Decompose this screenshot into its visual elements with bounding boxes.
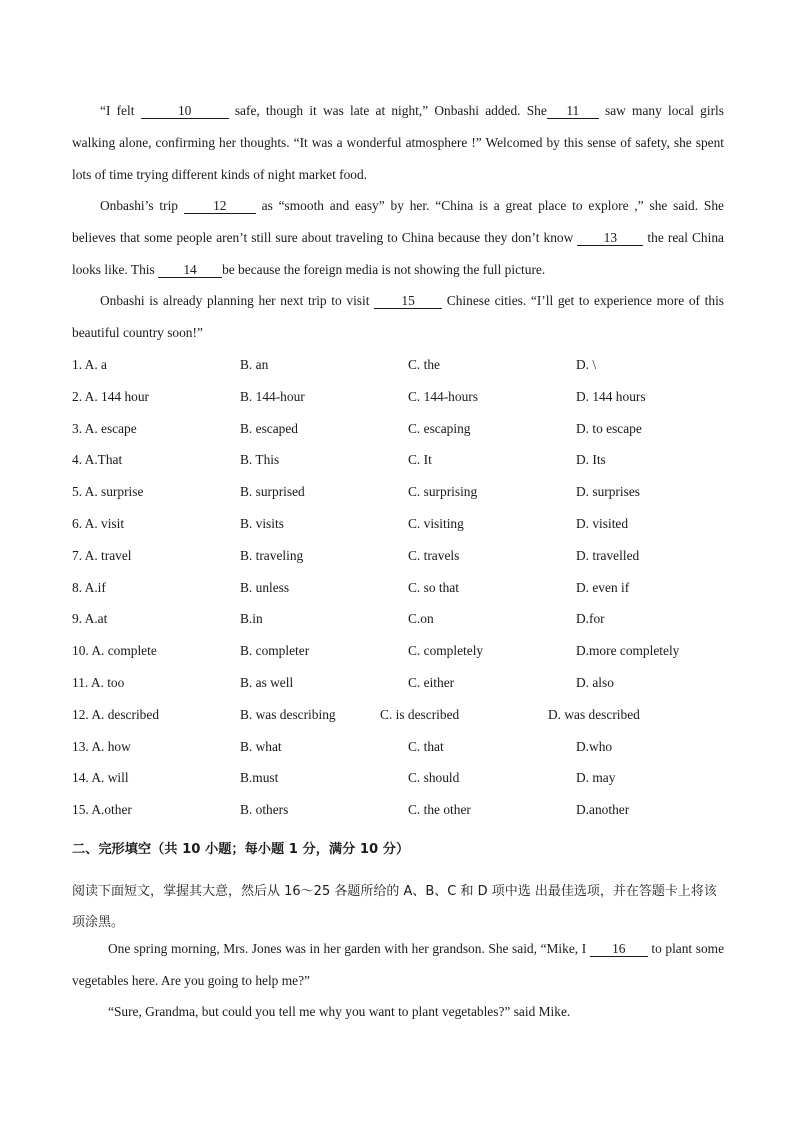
option-b: B.in <box>240 611 263 626</box>
option-d: D. to escape <box>576 421 642 436</box>
option-a: 8. A.if <box>72 580 106 595</box>
passage-paragraph-1 <box>72 95 724 190</box>
option-a: 9. A.at <box>72 611 108 626</box>
blank-10: 10 <box>141 104 229 119</box>
option-c: C. It <box>408 452 432 467</box>
text: “Sure, Grandma, but could you tell me why you want to plant vegetables?” said Mike. <box>108 1004 571 1019</box>
option-row <box>72 444 752 476</box>
option-a: 12. A. described <box>72 707 160 722</box>
text: saw many local girls walking alone, confirming her thoughts. “It was a wonderful atmosphere !” Welcomed by this sense of safety, she spent lots of time trying different kinds of night market food. <box>72 103 724 182</box>
passage2-paragraph-1 <box>72 933 724 997</box>
option-d: D. even if <box>576 580 630 595</box>
option-a: 13. A. how <box>72 739 131 754</box>
text: the real China looks like. This <box>72 229 724 277</box>
option-c: C. the <box>408 357 440 372</box>
option-row <box>72 381 752 413</box>
option-b: B. 144-hour <box>240 389 305 404</box>
option-d: D. visited <box>576 516 629 531</box>
option-row <box>72 349 752 381</box>
section-title: 二、完形填空（共 10 小题；每小题 1 分，满分 10 分） <box>72 842 410 857</box>
blank-16: 16 <box>590 942 648 957</box>
option-d: D. also <box>576 675 614 690</box>
option-d: D. surprises <box>576 484 640 499</box>
text: safe, though it was late at night,” Onbashi added. She <box>228 103 547 118</box>
blank-13: 13 <box>577 231 643 246</box>
option-row <box>72 572 752 604</box>
option-a: 2. A. 144 hour <box>72 389 149 404</box>
option-a: 4. A.That <box>72 452 123 467</box>
option-c: C. completely <box>408 643 484 658</box>
option-c: C. travels <box>408 548 460 563</box>
option-c: C. surprising <box>408 484 478 499</box>
text: “I felt <box>100 103 141 118</box>
option-b: B. This <box>240 452 280 467</box>
option-b: B.must <box>240 770 279 785</box>
option-b: B. was describing <box>240 707 336 722</box>
option-row <box>72 635 752 667</box>
option-a: 14. A. will <box>72 770 129 785</box>
text: to plant some vegetables here. Are you going to help me?” <box>72 941 725 988</box>
option-row <box>72 731 752 763</box>
option-row <box>72 699 752 731</box>
option-a: 7. A. travel <box>72 548 132 563</box>
option-d: D. \ <box>576 357 597 372</box>
option-a: 1. A. a <box>72 357 107 372</box>
option-a: 6. A. visit <box>72 516 125 531</box>
passage-paragraph-3 <box>72 285 724 349</box>
option-b: B. others <box>240 802 289 817</box>
text: as “smooth and easy” by her. “China is a great place to explore ,” she said. She believes that some people aren’t still sure about traveling to China because they don’t know <box>72 198 724 245</box>
option-a: 3. A. escape <box>72 421 137 436</box>
option-d: D.more completely <box>576 643 680 658</box>
option-b: B. completer <box>240 643 310 658</box>
option-a: 10. A. complete <box>72 643 157 658</box>
option-row <box>72 540 752 572</box>
text: Onbashi is already planning her next trip to visit <box>100 293 375 308</box>
option-b: B. traveling <box>240 548 304 563</box>
text: One spring morning, Mrs. Jones was in her garden with her grandson. She said, “Mike, I <box>108 941 590 956</box>
option-b: B. an <box>240 357 269 372</box>
option-row <box>72 667 752 699</box>
option-b: B. visits <box>240 516 284 531</box>
passage2-paragraph-2 <box>72 996 724 1028</box>
option-c: C.on <box>408 611 434 626</box>
option-d: D. Its <box>576 452 606 467</box>
blank-12: 12 <box>184 199 256 214</box>
option-a: 11. A. too <box>72 675 125 690</box>
text: Onbashi’s trip <box>100 198 184 213</box>
option-d: D. may <box>576 770 616 785</box>
option-b: B. what <box>240 739 282 754</box>
option-b: B. surprised <box>240 484 305 499</box>
option-c: C. that <box>408 739 444 754</box>
option-d: D.for <box>576 611 605 626</box>
option-row <box>72 603 752 635</box>
option-row <box>72 413 752 445</box>
option-d: D. 144 hours <box>576 389 646 404</box>
blank-15: 15 <box>374 294 442 309</box>
option-row <box>72 762 752 794</box>
option-a: 15. A.other <box>72 802 132 817</box>
blank-11: 11 <box>547 104 599 119</box>
text: Chinese cities. “I’ll get to experience more of this beautiful country soon!” <box>72 293 725 340</box>
option-b: B. unless <box>240 580 290 595</box>
option-c: C. should <box>408 770 460 785</box>
option-c: C. visiting <box>408 516 464 531</box>
option-c: C. either <box>408 675 455 690</box>
option-d: D. was described <box>548 707 640 722</box>
option-c: C. the other <box>408 802 471 817</box>
option-a: 5. A. surprise <box>72 484 144 499</box>
option-d: D.who <box>576 739 613 754</box>
option-b: B. as well <box>240 675 294 690</box>
option-d: D. travelled <box>576 548 640 563</box>
section-instruction: 阅读下面短文，掌握其大意，然后从 16～25 各题所给的 A、B、C 和 D 项中选 出最佳选项，并在答题卡上将该项涂黑。 <box>72 884 717 930</box>
option-c: C. is described <box>380 707 460 722</box>
passage-paragraph-2 <box>72 190 724 285</box>
text: be because the foreign media is not showing the full picture. <box>222 261 546 277</box>
option-row <box>72 794 752 826</box>
option-b: B. escaped <box>240 421 299 436</box>
option-row <box>72 476 752 508</box>
option-row <box>72 508 752 540</box>
option-c: C. 144-hours <box>408 389 478 404</box>
option-c: C. so that <box>408 580 459 595</box>
blank-14: 14 <box>158 263 222 278</box>
option-c: C. escaping <box>408 421 471 436</box>
option-d: D.another <box>576 802 630 817</box>
